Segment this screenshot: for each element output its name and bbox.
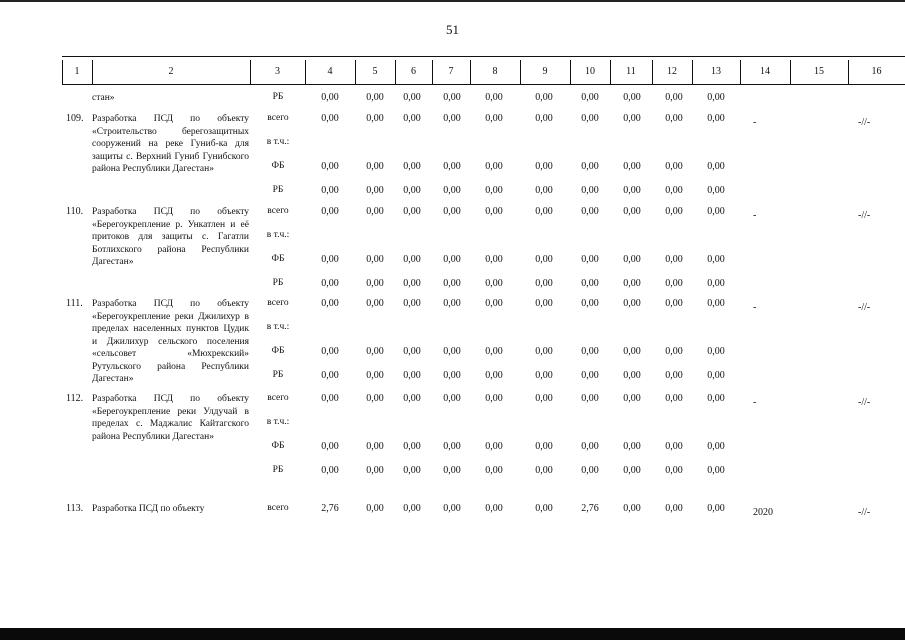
value-cell: 0,00	[403, 161, 421, 172]
value-cell: 0,00	[535, 441, 553, 452]
value-cell: 0,00	[581, 161, 599, 172]
value-cell: 0,00	[623, 254, 641, 265]
value-cell: 0,00	[535, 346, 553, 357]
value-cell: 0,00	[707, 278, 725, 289]
value-cell: 0,00	[366, 298, 384, 309]
value-cell: 0,00	[443, 393, 461, 404]
value-cell: 0,00	[443, 113, 461, 124]
column-divider	[692, 60, 693, 84]
value-cell: 0,00	[366, 370, 384, 381]
value-cell: 0,00	[443, 465, 461, 476]
scan-top-edge	[0, 0, 905, 2]
value-cell: 0,00	[485, 503, 503, 514]
column-header: 11	[626, 66, 636, 77]
value-cell: 0,00	[535, 113, 553, 124]
value-cell: 0,00	[403, 185, 421, 196]
value-cell: 0,00	[366, 254, 384, 265]
reference-mark: -//-	[858, 397, 871, 408]
value-cell: 0,00	[321, 185, 339, 196]
entry-index: 112.	[66, 393, 84, 404]
value-cell: 0,00	[366, 441, 384, 452]
value-cell: 0,00	[366, 346, 384, 357]
value-cell: 0,00	[485, 346, 503, 357]
value-cell: 0,00	[443, 503, 461, 514]
value-cell: 0,00	[403, 278, 421, 289]
value-cell: 0,00	[535, 92, 553, 103]
value-cell: 0,00	[321, 92, 339, 103]
column-header: 3	[275, 66, 280, 77]
column-header: 10	[585, 66, 595, 77]
value-cell: 0,00	[707, 503, 725, 514]
value-cell: 0,00	[623, 503, 641, 514]
value-cell: 2,76	[581, 503, 599, 514]
value-cell: 0,00	[581, 278, 599, 289]
funding-category: ФБ	[271, 254, 285, 264]
value-cell: 0,00	[581, 206, 599, 217]
completion-year: -	[753, 117, 757, 128]
column-header: 14	[760, 66, 770, 77]
value-cell: 0,00	[485, 92, 503, 103]
value-cell: 0,00	[581, 185, 599, 196]
column-header: 7	[448, 66, 454, 77]
value-cell: 0,00	[485, 441, 503, 452]
column-header: 6	[411, 66, 416, 77]
value-cell: 0,00	[535, 393, 553, 404]
value-cell: 0,00	[485, 465, 503, 476]
value-cell: 0,00	[535, 370, 553, 381]
value-cell: 0,00	[665, 254, 683, 265]
completion-year: -	[753, 210, 757, 221]
value-cell: 0,00	[707, 441, 725, 452]
column-header: 1	[74, 66, 80, 77]
column-divider	[610, 60, 611, 84]
value-cell: 0,00	[535, 278, 553, 289]
value-cell: 0,00	[581, 346, 599, 357]
entry-description: Разработка ПСД по объекту «Берегоукрепление реки Джилихур в пределах населенных пунктов Цудик и Джилихур сельского поселения «сельсовет «Мюхрекский» Рутульского района Республики Дагестан»	[92, 299, 249, 384]
column-divider	[92, 60, 93, 84]
column-header: 15	[814, 66, 824, 77]
funding-category: всего	[267, 206, 289, 216]
funding-category: ФБ	[271, 346, 285, 356]
value-cell: 0,00	[485, 254, 503, 265]
value-cell: 0,00	[443, 161, 461, 172]
funding-category: РБ	[272, 278, 284, 288]
value-cell: 0,00	[581, 92, 599, 103]
completion-year: 2020	[753, 507, 773, 518]
value-cell: 0,00	[443, 346, 461, 357]
entry-description: Разработка ПСД по объекту «Берегоукрепление реки Улдучай в пределах с. Маджалис Кайтагского района Республики Дагестан»	[92, 394, 249, 442]
value-cell: 0,00	[485, 113, 503, 124]
value-cell: 0,00	[321, 161, 339, 172]
value-cell: 0,00	[443, 185, 461, 196]
funding-category: всего	[267, 113, 289, 123]
entry-index: 109.	[66, 113, 84, 124]
page-number: 51	[446, 22, 459, 37]
value-cell: 0,00	[665, 161, 683, 172]
value-cell: 0,00	[366, 393, 384, 404]
value-cell: 0,00	[665, 503, 683, 514]
column-divider	[848, 60, 849, 84]
column-header: 5	[372, 66, 378, 77]
funding-category: в т.ч.:	[266, 137, 290, 147]
value-cell: 0,00	[623, 278, 641, 289]
value-cell: 0,00	[623, 185, 641, 196]
value-cell: 0,00	[623, 441, 641, 452]
column-divider	[790, 60, 791, 84]
entry-index: 111.	[66, 298, 83, 309]
column-divider	[432, 60, 433, 84]
value-cell: 0,00	[366, 278, 384, 289]
value-cell: 0,00	[366, 206, 384, 217]
column-header: 4	[327, 66, 333, 77]
column-divider	[652, 60, 653, 84]
value-cell: 0,00	[443, 206, 461, 217]
value-cell: 0,00	[321, 254, 339, 265]
value-cell: 0,00	[707, 92, 725, 103]
column-divider	[740, 60, 741, 84]
value-cell: 0,00	[665, 441, 683, 452]
value-cell: 0,00	[321, 113, 339, 124]
column-header: 9	[542, 66, 548, 77]
value-cell: 0,00	[665, 393, 683, 404]
funding-category: в т.ч.:	[266, 322, 290, 332]
column-header: 8	[492, 66, 498, 77]
value-cell: 0,00	[623, 465, 641, 476]
value-cell: 0,00	[581, 393, 599, 404]
value-cell: 0,00	[485, 185, 503, 196]
value-cell: 0,00	[665, 298, 683, 309]
value-cell: 0,00	[623, 298, 641, 309]
value-cell: 0,00	[665, 206, 683, 217]
value-cell: 0,00	[581, 298, 599, 309]
value-cell: 0,00	[321, 278, 339, 289]
value-cell: 0,00	[403, 503, 421, 514]
value-cell: 0,00	[665, 346, 683, 357]
value-cell: 0,00	[535, 298, 553, 309]
value-cell: 0,00	[403, 206, 421, 217]
funding-category: РБ	[272, 185, 284, 195]
entry-index: 110.	[66, 206, 84, 217]
value-cell: 0,00	[623, 393, 641, 404]
value-cell: 0,00	[665, 370, 683, 381]
column-divider	[395, 60, 396, 84]
value-cell: 0,00	[403, 346, 421, 357]
value-cell: 0,00	[321, 441, 339, 452]
value-cell: 0,00	[485, 298, 503, 309]
value-cell: 0,00	[443, 441, 461, 452]
value-cell: 0,00	[623, 113, 641, 124]
column-divider	[470, 60, 471, 84]
value-cell: 0,00	[485, 370, 503, 381]
funding-category: ФБ	[271, 441, 285, 451]
completion-year: -	[753, 302, 757, 313]
column-divider	[62, 60, 63, 84]
reference-mark: -//-	[858, 117, 871, 128]
value-cell: 0,00	[403, 465, 421, 476]
completion-year: -	[753, 397, 757, 408]
column-divider	[305, 60, 306, 84]
column-divider	[570, 60, 571, 84]
table-top-rule	[62, 56, 905, 57]
value-cell: 0,00	[535, 254, 553, 265]
funding-category: в т.ч.:	[266, 417, 290, 427]
value-cell: 0,00	[321, 393, 339, 404]
column-header: 16	[871, 66, 882, 77]
value-cell: 0,00	[581, 113, 599, 124]
value-cell: 0,00	[366, 92, 384, 103]
entry-description: Разработка ПСД по объекту «Берегоукрепление р. Ункатлен и её притоков для защиты с. Гагатли Ботлихского района Республики Дагестан»	[92, 207, 249, 267]
value-cell: 0,00	[707, 465, 725, 476]
value-cell: 0,00	[321, 206, 339, 217]
scan-bottom-edge	[0, 628, 905, 640]
funding-category: ФБ	[271, 161, 285, 171]
value-cell: 0,00	[366, 503, 384, 514]
reference-mark: -//-	[858, 302, 871, 313]
entry-description: Разработка ПСД по объекту «Строительство берегозащитных сооружений на реке Гуниб-ка для защиты с. Верхний Гуниб Гунибского района Республики Дагестан»	[92, 114, 249, 174]
funding-category: РБ	[272, 370, 284, 380]
reference-mark: -//-	[858, 507, 871, 518]
value-cell: 0,00	[403, 254, 421, 265]
value-cell: 0,00	[623, 161, 641, 172]
value-cell: 2,76	[321, 503, 339, 514]
value-cell: 0,00	[707, 185, 725, 196]
value-cell: 0,00	[403, 92, 421, 103]
funding-category: РБ	[272, 92, 284, 102]
value-cell: 0,00	[443, 254, 461, 265]
column-divider	[355, 60, 356, 84]
value-cell: 0,00	[707, 370, 725, 381]
value-cell: 0,00	[366, 465, 384, 476]
value-cell: 0,00	[707, 113, 725, 124]
value-cell: 0,00	[443, 92, 461, 103]
value-cell: 0,00	[403, 298, 421, 309]
value-cell: 0,00	[403, 113, 421, 124]
value-cell: 0,00	[366, 113, 384, 124]
value-cell: 0,00	[581, 370, 599, 381]
column-header: 2	[168, 66, 174, 77]
value-cell: 0,00	[535, 206, 553, 217]
column-divider	[520, 60, 521, 84]
value-cell: 0,00	[707, 161, 725, 172]
value-cell: 0,00	[623, 370, 641, 381]
funding-category: в т.ч.:	[266, 230, 290, 240]
value-cell: 0,00	[403, 370, 421, 381]
value-cell: 0,00	[321, 298, 339, 309]
value-cell: 0,00	[623, 92, 641, 103]
value-cell: 0,00	[665, 465, 683, 476]
value-cell: 0,00	[321, 346, 339, 357]
funding-category: всего	[267, 298, 289, 308]
value-cell: 0,00	[321, 465, 339, 476]
value-cell: 0,00	[485, 393, 503, 404]
value-cell: 0,00	[707, 206, 725, 217]
entry-description: Разработка ПСД по объекту	[92, 504, 205, 514]
value-cell: 0,00	[581, 254, 599, 265]
value-cell: 0,00	[535, 503, 553, 514]
value-cell: 0,00	[443, 278, 461, 289]
value-cell: 0,00	[665, 113, 683, 124]
value-cell: 0,00	[581, 441, 599, 452]
column-header: 13	[711, 66, 721, 77]
value-cell: 0,00	[535, 161, 553, 172]
entry-index: 113.	[66, 503, 84, 514]
value-cell: 0,00	[403, 441, 421, 452]
value-cell: 0,00	[321, 370, 339, 381]
value-cell: 0,00	[665, 185, 683, 196]
table-header-row	[62, 60, 905, 85]
value-cell: 0,00	[707, 298, 725, 309]
value-cell: 0,00	[707, 254, 725, 265]
value-cell: 0,00	[366, 161, 384, 172]
value-cell: 0,00	[707, 393, 725, 404]
value-cell: 0,00	[665, 92, 683, 103]
column-header: 12	[667, 66, 677, 77]
value-cell: 0,00	[581, 465, 599, 476]
funding-category: всего	[267, 393, 289, 403]
value-cell: 0,00	[535, 465, 553, 476]
row-description: стан»	[92, 93, 115, 103]
value-cell: 0,00	[403, 393, 421, 404]
value-cell: 0,00	[443, 370, 461, 381]
value-cell: 0,00	[485, 206, 503, 217]
value-cell: 0,00	[485, 161, 503, 172]
value-cell: 0,00	[443, 298, 461, 309]
value-cell: 0,00	[665, 278, 683, 289]
value-cell: 0,00	[366, 185, 384, 196]
funding-category: всего	[267, 503, 289, 513]
value-cell: 0,00	[535, 185, 553, 196]
value-cell: 0,00	[485, 278, 503, 289]
column-divider	[250, 60, 251, 84]
funding-category: РБ	[272, 465, 284, 475]
value-cell: 0,00	[623, 346, 641, 357]
value-cell: 0,00	[707, 346, 725, 357]
reference-mark: -//-	[858, 210, 871, 221]
value-cell: 0,00	[623, 206, 641, 217]
